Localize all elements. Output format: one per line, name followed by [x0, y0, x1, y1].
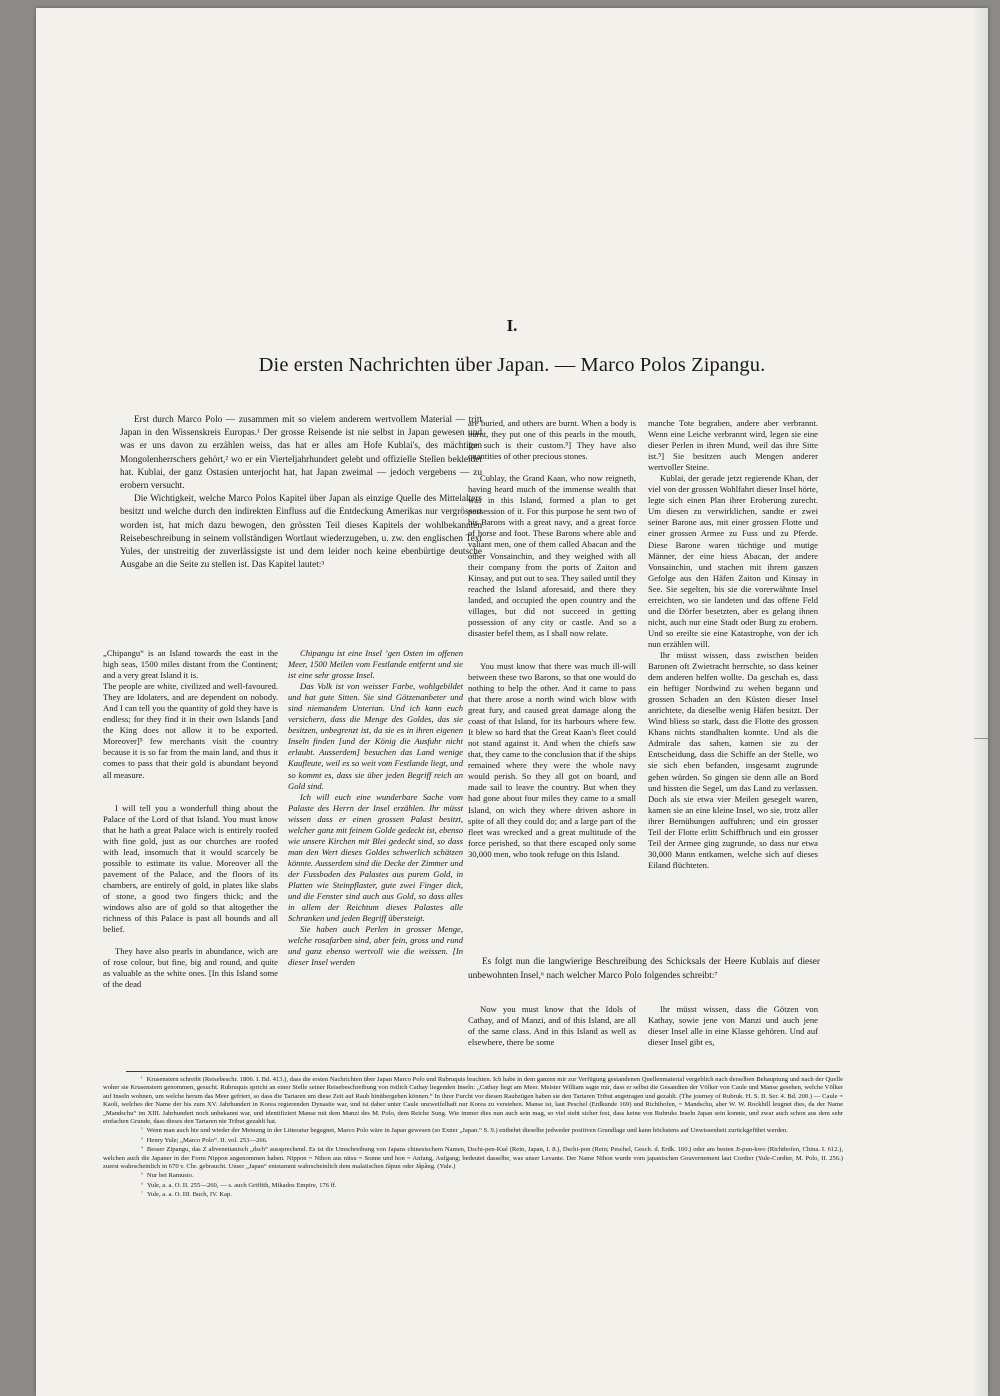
english-column-right — [468, 418, 636, 860]
page-edge-line — [974, 738, 988, 739]
footnote-text: Wenn man auch hie und wieder der Meinung in der Litteratur begegnet, Marco Polo wäre in Japan gewesen (so Exner „Japan.“ S. 9.) entbehrt dieselbe jedweder positiven Grundlage und kann höchstens auf Unwissenheit zurückgeführt werden. — [146, 1127, 788, 1135]
german-paragraph: Ihr müsst wissen, dass zwischen beiden Baronen oft Zwietracht herrschte, so dass keiner dem anderen helfen wollte. Da geschah es, dass ein heftiger Nordwind zu wehen begann und grossen Schaden an den Küsten dieser Insel anrichtete, da dieselbe wenig Häfen besitzt. Der Wind bliess so stark, dass die Flotte des grossen Khans nichts standhalten konnte. Und als die Admirale das sahen, kamen sie zu der Entscheidung, dass die Schiffe an der Stelle, wo sie sich eben befanden, insgesamt zugrunde gehen würden. So gingen sie denn alle an Bord und hissten die Segel, um das Land zu verlassen. Doch als sie etwa vier Meilen gesegelt waren, kamen sie an eine kleine Insel, wo sie, trotz aller ihrer Bemühungen auffuhren; und ein grosser Teil der Flotte erlitt Schiffbruch und ein grosser Teil der Armee ging zugrunde, so dass nur etwa 30,000 Mann entkamen, welche sich auf dieses Eiland flüchteten. — [648, 649, 818, 870]
german-paragraph: Das Volk ist von weisser Farbe, wohlgebildet und hat gute Sitten. Sie sind Götzenanbeter und sind niemandem Untertan. Und ich kann euch versichern, dass die Menge des Goldes, das sie besitzen, unbegrenzt ist, da sie es in ihren eigenen Inseln finden [und der König die Ausfuhr nicht erlaubt. Ausserdem] besuchen das Land wenige Kaufleute, weil es so weit vom Festlande liegt, und so kommt es, dass sie über jeden Begriff reich an Gold sind. — [288, 681, 463, 791]
footnote-text: Besser Zipangu, das Z altvenetianisch „dsch“ aussprechend. Es ist die Umschreibung von Japans chinesischem Namen, Dschi-pen-Kué (Rein, Japan, I. 8.), Dschi-pon (Rein; Peschel, Gesch. d. Erdk. 160.) oder am besten Ji-pun-kwo (Richthofen, China. I. 612.), welchen auch die Japaner in der Form Nippon angenommen haben. Nippon = Nihon aus nitsu = Sonne und hon = Anfang, Aufgang; bedeutet dasselbe, was unser Levante. Der Name Nihon wurde vom japanischen Gouvernement laut Cordier (Yule-Cordier, M. Polo, II. 256.) zuerst wahrscheinlich in 670 v. Chr. gebraucht. Unser „Japan“ entstammt wahrscheinlich dem malaiischen Jâpun oder Jâpâng. (Yule.) — [103, 1146, 843, 1171]
footnote-number: ⁷ — [141, 1191, 143, 1198]
english-paragraph: are buried, and others are burnt. When a body is burnt, they put one of this pearls in the mouth, for such is their custom.⁵] They have also quantities of other precious stones. — [468, 418, 636, 462]
english-column-left — [103, 648, 278, 990]
intro-paragraph: Erst durch Marco Polo — zusammen mit so vielem anderem wertvollem Material — tritt Japan in den Wissenskreis Europas.¹ Der grosse Reisende ist nie selbst in Japan gewesen und was er uns davon zu erzählen weiss, das hat er alles am Hofe Kublai's, des mächtigen Mongolenherrschers gehört,² wo er ein Vierteljahrhundert gelebt und offizielle Stellen bekleidet hat. Kublai, der ganz Ostasien unterjocht hat, hat Japan zweimal — jedoch vergebens — zu erobern versucht. — [120, 415, 482, 492]
german-paragraph: Chipangu ist eine Insel ’gen Osten im offenen Meer, 1500 Meilen vom Festlande entfernt und sie ist eine sehr grosse Insel. — [288, 648, 463, 681]
intro-text — [120, 414, 482, 572]
footnote-number: ¹ — [141, 1076, 143, 1082]
footnote-text: Krusenstern schreibt (Reisebeschr. 1806. I. Bd. 413.), dass die ersten Nachrichten über Japan Marco Polo und Rubruquis brachten. Ich habe in dem ganzen mir zur Verfügung gestandenen Quellenmaterial vergeblich nach derselben Behauptung und nach der Quelle woher sie Krusenstern genommen, gesucht. Rubruquis spricht an einer Stelle seiner Reisebeschreibung von östlich Cathay liegenden Inseln: „Cathay liegt am Meer. Meister William sagte mir, dass er selbst die Gesandten der Völker von Caule und Manse gesehen, welche Völker auf Inseln wohnen, um welche herum das Meer gefriert, so dass die Tartaren um diese Zeit auf Raub hinübergehen können.“ In ihrer Furcht vor diesen Raubzügen haben sie den Tartaren Tribut angetragen und gezahlt. (The journey of Rubruk. H. S. II. Ser. 4. Bd. 200.) — Caule = Kaoli, welches der Name der bis zum XV. Jahrhundert in Korea regierenden Dynastie war, und ist daher unter Caule unzweifelhaft nur Korea zu verstehen. Manse ist, laut Peschel (Erdkunde 169) und Richthofen, = Mandschu, aber W. W. Rockhill leugnet dies, da der Name „Mandschu“ im XIII. Jahrhundert noch unbekannt war, und identifiziert Manse mit dem Manzi des M. Polo, dem Reiche Sung. Wie immer dies nun auch sein mag, so viel steht sicher fest, dass keine von Rubruks Inseln Japan sein konnte, und zwar auch schon aus dem sehr einfachen Grunde, dass dieses den Tartaren nie Tribut gezahlt hat. — [103, 1076, 843, 1126]
footnote — [103, 1190, 843, 1199]
english-continuation — [468, 1004, 636, 1048]
german-paragraph: Sie haben auch Perlen in grosser Menge, welche rosafarben sind, aber fein, gross und rund und ganz ebenso wertvoll wie die weissen. [In dieser Insel werden — [288, 924, 463, 968]
german-continuation — [648, 1004, 818, 1048]
german-paragraph: Kublai, der gerade jetzt regierende Khan, der viel von der grossen Wohlfahrt dieser Insel hörte, legte sich einen Plan ihrer Eroberung zurecht. Um diesen zu verwirklichen, sandte er zwei seiner Barone aus, mit einer grossen Flotte und einer grossen Armee zu Fuss und zu Pferde. Diese Barone waren tüchtige und mutige Männer, der eine hiess Abacan, der andere Vonsainchin, und stachen mit ihrem ganzen Gefolge aus den Häfen Zaiton und Kinsay in See. Sie segelten, bis sie die vorerwähnte Insel erreichten, wo sie landeten und das offene Feld und die Dörfer besetzten, aber es gelang ihnen nicht, auch nur eine Stadt oder Burg zu erobern. Und so ereilte sie eine Katastrophe, von der ich nun erzählen will. — [648, 473, 818, 649]
footnote — [103, 1145, 843, 1171]
footnotes — [103, 1075, 843, 1200]
footnote-number: ⁶ — [141, 1181, 143, 1188]
footnote-number: ⁵ — [141, 1172, 143, 1179]
english-paragraph: You must know that there was much ill-will between these two Barons, so that one would do nothing to help the other. And it came to pass that there arose a north wind wich blow with great fury, and caused great damage along the coast of that Island, for its harbours where few. It blew so hard that the Great Kaan's fleet could not stand against it. And when the chiefs saw that, they came to the conclusion that if the ships remained where they were the whole navy would perish. So they all got on board, and made sail to leave the country. But when they had gone about four miles they came to a small Island, on wich they where driven ashore in spite of all they could do; and a large part of the fleet was wrecked and a great multitude of the force perished, so that there escaped only some 30,000 men, who took refuge on this Island. — [468, 660, 637, 859]
german-column-right — [648, 418, 818, 871]
footnote-text: Nur bei Ramusio. — [146, 1172, 194, 1180]
footnote-text: Yule, a. a. O. II. 255—260, — s. auch Griffith, Mikados Empire, 176 ff. — [146, 1181, 337, 1189]
chapter-number: I. — [506, 316, 518, 335]
english-paragraph: Cublay, the Grand Kaan, who now reigneth, having heard much of the immense wealth that was in this Island, formed a plan to get possession of it. For this purpose he sent two of his Barons with a great navy, and a great force of horse and foot. These Barons where able and valiant men, one of them called Abacan and the other Vonsainchin, and they weighed with all their company from the ports of Zaiton and Kinsay, and put out to sea. They sailed until they reached the Island aforesaid, and there they landed, and occupied the open country and the villages, but did not succeed in getting possession of any city or castle. And so a disaster befel them, as I shall now relate. — [468, 473, 636, 638]
followup-paragraph: Es folgt nun die langwierige Beschreibung des Schicksals der Heere Kublais auf dieser unbewohnten Insel,⁶ nach welcher Marco Polo folgendes schreibt:⁷ — [468, 957, 820, 981]
footnote-text: Henry Yule; „Marco Polo“. II. vol. 253—266. — [146, 1136, 268, 1144]
english-paragraph: Now you must know that the Idols of Cathay, and of Manzi, and of this Island, are all of the same class. And in this Island as well as elsewhere, there be some — [468, 1004, 636, 1048]
english-paragraph: „Chipangu“ is an Island towards the east in the high seas, 1500 miles distant from the Continent; and a very great Island it is. — [103, 648, 278, 681]
footnote — [103, 1075, 843, 1126]
footnote — [103, 1126, 843, 1135]
german-paragraph: Ihr müsst wissen, dass die Götzen von Kathay, sowie jene von Manzi und auch jene dieser Insel alle in eine Klasse gehören. Und auf dieser Insel gibt es, — [648, 1004, 818, 1048]
footnote-divider — [126, 1071, 840, 1072]
intro-paragraph: Die Wichtigkeit, welche Marco Polos Kapitel über Japan als einzige Quelle des Mittelalters besitzt und welche durch den indirekten Einfluss auf die Entdeckung Amerikas nur vergrössert worden ist, hat mich dazu bewogen, den grössten Teil dieses Kapitels der wohlbekannten Reisebeschreibung in seinem vollständigen Wortlaut wiederzugeben, u. zw. den englischen Text Yules, der unstreitig der zuverlässigste ist und dem leider noch keine ebenbürtige deutsche Ausgabe an die Seite zu stellen ist. Das Kapitel lautet:³ — [120, 494, 482, 571]
footnote — [103, 1136, 843, 1145]
footnote — [103, 1171, 843, 1180]
english-paragraph: They have also pearls in abundance, wich are of rose colour, but fine, big and round, and quite as valuable as the white ones. [In this Island some of the dead — [103, 946, 278, 990]
book-page — [36, 8, 988, 1396]
german-paragraph: manche Tote begraben, andere aber verbrannt. Wenn eine Leiche verbrannt wird, legen sie eine dieser Perlen in ihren Mund, weil das ihre Sitte ist.⁵] Sie besitzen auch Mengen anderer wertvoller Steine. — [648, 418, 818, 473]
footnote-number: ⁴ — [141, 1146, 143, 1153]
german-paragraph: Ich will euch eine wunderbare Sache vom Palaste des Herrn der Insel erzählen. Ihr müsst wissen dass er einen grossen Palast besitzt, welcher ganz mit feinem Golde gedeckt ist, ebenso wie unsere Kirchen mit Blei gedeckt sind, so dass man den Wert dieses Goldes schwerlich schätzen könnte. Ausserdem sind die Decke der Zimmer und der Fussboden des Palastes aus purem Gold, in Platten wie Steinpflaster, gute zwei Finger dick, und die Fenster sind auch aus Gold, so dass alles in allem der Reichtum dieses Palastes alle Schranken und jeden Begriff übersteigt. — [288, 791, 463, 924]
footnote — [103, 1181, 843, 1190]
footnote-text: Yule, a. a. O. III. Buch, IV. Kap. — [146, 1191, 232, 1199]
english-paragraph: I will tell you a wonderfull thing about the Palace of the Lord of that Island. You must know that he hath a great Palace wich is entirely roofed with fine gold, just as our churches are roofed with lead, insomuch that it would scarcely be possible to estimate its value. Moreover all the pavement of the Palace, and the floors of its chambers, are entirely of gold, in plates like slabs of stone, a good two fingers thick; and the windows also are of gold so that altogether the richness of this Palace is past all bounds and all belief. — [103, 802, 278, 935]
german-column-left — [288, 648, 463, 968]
followup-text — [468, 956, 820, 983]
footnote-number: ³ — [141, 1136, 143, 1143]
footnote-number: ² — [141, 1127, 143, 1134]
chapter-title: Die ersten Nachrichten über Japan. — Marco Polos Zipangu. — [258, 354, 766, 376]
english-paragraph: The people are white, civilized and well-favoured. They are Idolaters, and are dependent on nobody. And I can tell you the quantity of gold they have is endless; for they find it in their own Islands [and the King does not allow it to be exported. Moreover]⁵ few merchants visit the country because it is so far from the main land, and thus it comes to pass that their gold is abundant beyond all measure. — [103, 681, 278, 780]
